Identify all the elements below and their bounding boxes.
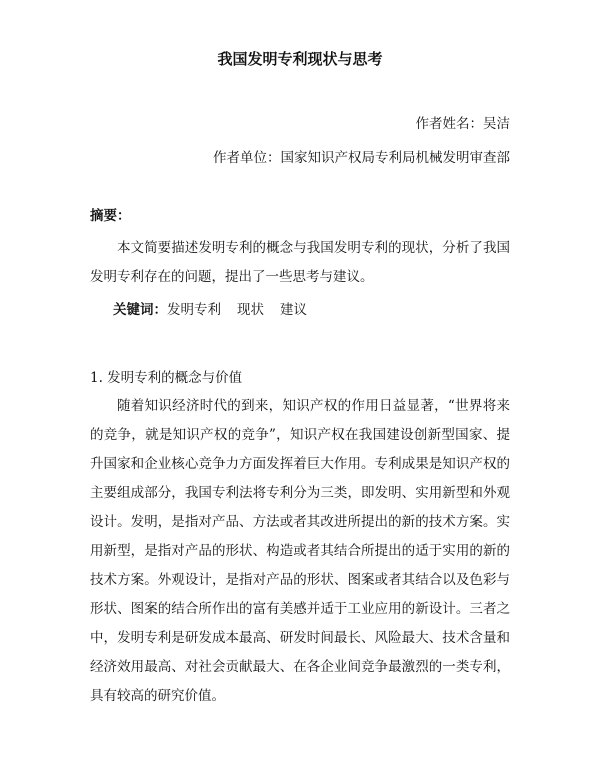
- keyword-item: 现状: [237, 302, 264, 318]
- paper-title: 我国发明专利现状与思考: [217, 50, 383, 68]
- keywords-line: [113, 298, 323, 318]
- section-heading: 1. 发明专利的概念与价值: [90, 370, 243, 386]
- abstract-label: 摘要：: [90, 208, 131, 224]
- keyword-item: 建议: [280, 302, 307, 318]
- author-name: 作者姓名：吴洁: [415, 116, 510, 132]
- author-affiliation: 作者单位：国家知识产权局专利局机械发明审查部: [213, 150, 510, 166]
- keyword-item: 发明专利: [167, 302, 221, 318]
- keywords-label: 关键词：: [113, 302, 167, 318]
- abstract-text: 本文简要描述发明专利的概念与我国发明专利的现状，分析了我国发明专利存在的问题，提出了一些思考与建议。: [90, 240, 510, 285]
- section-paragraph: 随着知识经济时代的到来，知识产权的作用日益显著，“世界将来的竞争，就是知识产权的竞争”，知识产权在我国建设创新型国家、提升国家和企业核心竞争力方面发挥着巨大作用。专利成果是知识产权的主要组成部分，我国专利法将专利分为三类，即发明、实用新型和外观设计。发明，是指对产品、方法或者其改进所提出的新的技术方案。实用新型，是指对产品的形状、构造或者其结合所提出的适于实用的新的技术方案。外观设计，是指对产品的形状、图案或者其结合以及色彩与形状、图案的结合所作出的富有美感并适于工业应用的新设计。三者之中，发明专利是研发成本最高、研发时间最长、风险最大、技术含量和经济效用最高、对社会贡献最大、在各企业间竞争最激烈的一类专利，具有较高的研究价值。: [90, 398, 510, 704]
